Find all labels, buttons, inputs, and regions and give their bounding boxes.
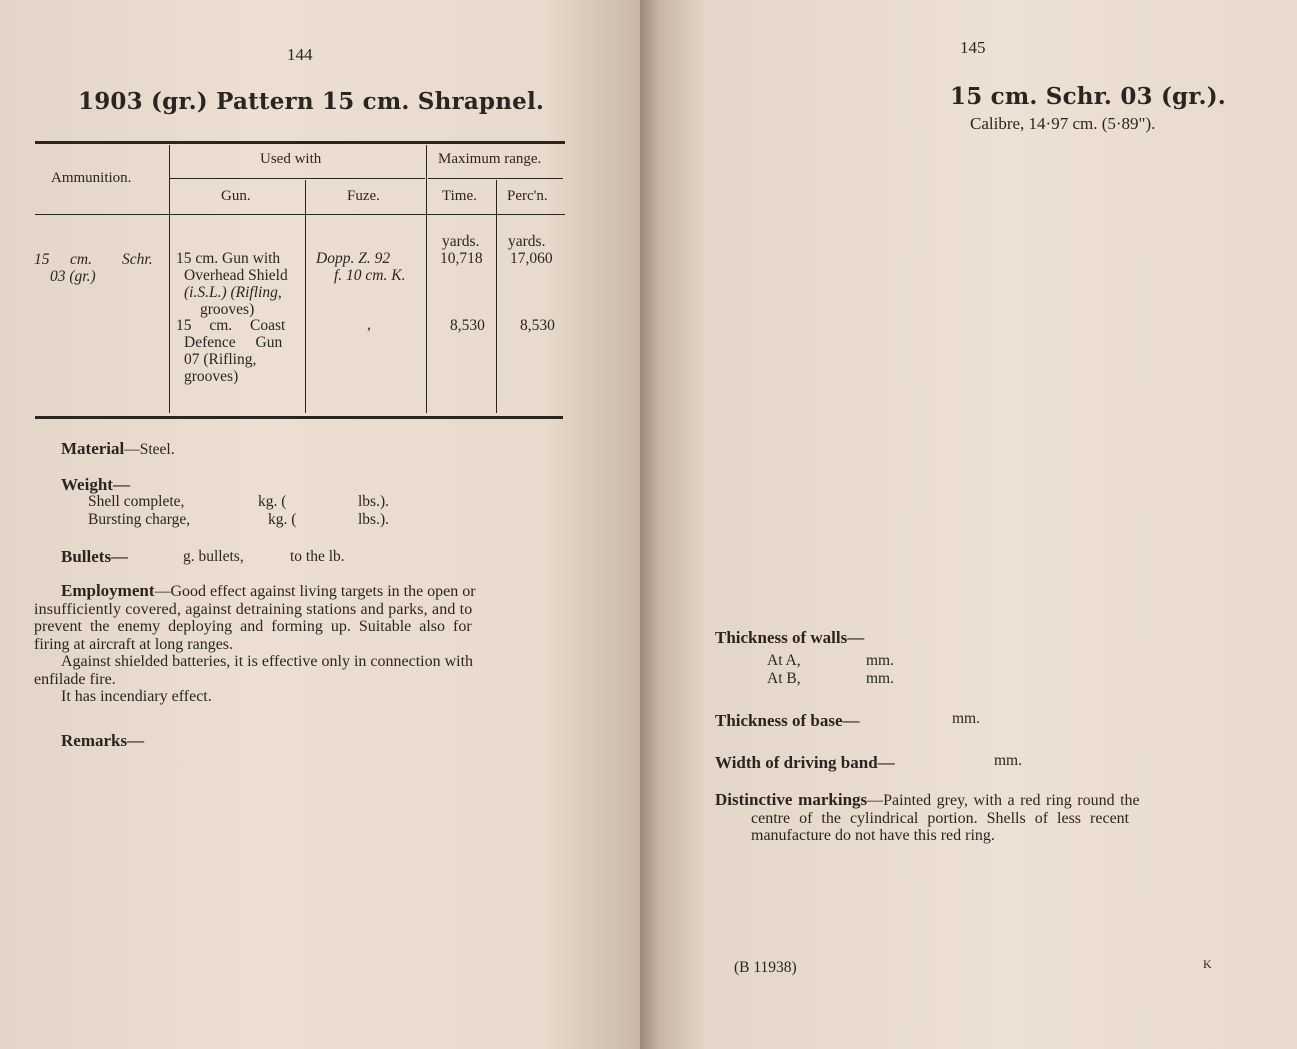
employment-line: firing at aircraft at long ranges. (34, 635, 234, 653)
walls-row-label: At A, (767, 652, 801, 669)
bullets-label: Bullets— (61, 547, 129, 566)
gun-cell-line: 07 (Rifling, (184, 351, 257, 368)
employment-line: —Good effect against living targets in the open or (154, 583, 476, 600)
footer-signature: K (1203, 957, 1212, 971)
fuze-cell-line: f. 10 cm. K. (334, 267, 406, 284)
remarks-label: Remarks— (61, 731, 145, 750)
table-bottom-rule (35, 416, 563, 419)
walls-row-label: At B, (767, 670, 801, 687)
fuze-ditto: , (367, 316, 371, 333)
markings-paragraph (715, 791, 1245, 845)
employment-line: It has incendiary effect. (61, 688, 212, 705)
table-subheader-rule (428, 178, 563, 179)
table-top-rule (35, 141, 565, 144)
table-row (176, 317, 285, 385)
band-unit: mm. (994, 752, 1022, 769)
page-number: 144 (287, 45, 313, 64)
gun-cell-line: (i.S.L.) (Rifling, (184, 284, 282, 301)
ammunition-cell: 15 (34, 251, 50, 268)
ammunition-cell: cm. (70, 251, 92, 268)
weight-row-label: Shell complete, (88, 493, 185, 510)
table-vrule (496, 180, 497, 413)
walls-row-unit: mm. (866, 652, 894, 669)
header-ammunition: Ammunition. (51, 170, 132, 186)
employment-line: prevent the enemy deploying and forming up. Suitable also for (34, 618, 472, 635)
weight-row-lbs: lbs.). (358, 511, 389, 528)
page-title: 15 cm. Schr. 03 (gr.). (950, 83, 1227, 110)
header-maximum-range: Maximum range. (438, 151, 542, 167)
walls-row-unit: mm. (866, 670, 894, 687)
time-value: 10,718 (440, 250, 483, 267)
table-vrule (169, 145, 170, 413)
header-fuze: Fuze. (347, 188, 380, 204)
employment-line: Against shielded batteries, it is effective only in connection with (61, 653, 474, 670)
page-title: 1903 (gr.) Pattern 15 cm. Shrapnel. (78, 88, 545, 115)
page-subtitle: Calibre, 14·97 cm. (5·89"). (970, 114, 1156, 133)
base-label: Thickness of base— (715, 711, 860, 730)
gun-cell-line: Overhead Shield (184, 267, 288, 284)
weight-row-kg: kg. ( (258, 493, 287, 510)
header-used-with: Used with (260, 151, 322, 167)
walls-label: Thickness of walls— (715, 628, 865, 647)
base-unit: mm. (952, 710, 980, 727)
bullets-value: to the lb. (290, 548, 345, 565)
weight-row-kg: kg. ( (268, 511, 297, 528)
markings-line: centre of the cylindrical portion. Shells of less recent (751, 809, 1130, 827)
ammunition-cell: Schr. (122, 251, 153, 268)
footer-reference: (B 11938) (734, 959, 797, 976)
fuze-cell (316, 250, 405, 284)
table-subheader-rule (170, 178, 425, 179)
gun-cell-line: grooves) (184, 368, 239, 385)
markings-line: manufacture do not have this red ring. (751, 827, 995, 844)
time-unit: yards. (442, 233, 480, 250)
header-time: Time. (442, 188, 477, 204)
table-row (176, 250, 288, 318)
weight-row-label: Bursting charge, (88, 511, 191, 528)
gun-cell-line: 15 cm. Coast (176, 317, 286, 334)
gun-cell-line: Defence Gun (184, 334, 283, 351)
band-label: Width of driving band— (715, 753, 895, 772)
weight-row-lbs: lbs.). (358, 493, 389, 510)
employment-line: enfilade fire. (34, 670, 116, 688)
time-value: 8,530 (450, 317, 485, 334)
gun-cell-line: grooves) (200, 301, 255, 318)
right-page (640, 0, 1297, 1049)
perc-unit: yards. (508, 233, 546, 250)
perc-value: 8,530 (520, 317, 555, 334)
page-number: 145 (960, 38, 986, 57)
weight-label: Weight— (61, 475, 130, 494)
ammunition-cell: 03 (gr.) (50, 268, 96, 285)
table-vrule (305, 180, 306, 413)
left-page (0, 0, 640, 1049)
fuze-cell-line: Dopp. Z. 92 (316, 250, 391, 267)
employment-line: insufficiently covered, against detraining stations and parks, and to (34, 600, 473, 618)
material-line (61, 439, 175, 459)
perc-value: 17,060 (510, 250, 553, 267)
header-gun: Gun. (221, 188, 251, 204)
material-value: —Steel. (124, 441, 175, 458)
markings-label: Distinctive markings (715, 790, 868, 809)
table-header-rule (35, 214, 565, 215)
gun-cell-line: 15 cm. Gun with (176, 250, 281, 267)
bullets-value: g. bullets, (183, 548, 244, 565)
header-percn: Perc'n. (507, 188, 548, 204)
markings-line: —Painted grey, with a red ring round the (867, 792, 1140, 809)
employment-label: Employment (61, 581, 155, 600)
table-vrule (426, 145, 427, 413)
employment-paragraph (34, 582, 566, 706)
material-label: Material (61, 439, 125, 458)
